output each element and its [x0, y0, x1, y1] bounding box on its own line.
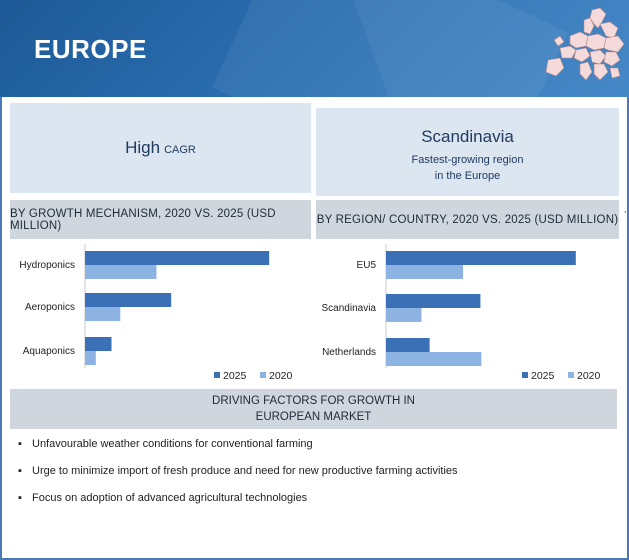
bullet-icon: ▪	[18, 492, 22, 504]
europe-map-icon	[540, 6, 626, 88]
legend-label: 2020	[577, 370, 601, 382]
bar-2025-aeroponics	[85, 293, 171, 307]
chart-title-region: BY REGION/ COUNTRY, 2020 VS. 2025 (USD MILLION)	[316, 200, 619, 239]
bar-2025-hydroponics	[85, 251, 269, 265]
kpi-cagr-label: CAGR	[164, 143, 196, 156]
driver-text: Unfavourable weather conditions for conventional farming	[32, 438, 313, 450]
kpi-region-desc-2: in the Europe	[434, 170, 501, 182]
list-item	[18, 492, 618, 519]
legend-swatch	[568, 372, 574, 378]
category-label: Scandinavia	[321, 303, 376, 314]
bar-2020-scandinavia	[386, 308, 422, 322]
driver-text: Focus on adoption of advanced agricultural technologies	[32, 492, 308, 504]
bar-2020-aeroponics	[85, 307, 120, 321]
drivers-header	[10, 389, 617, 429]
bar-2020-hydroponics	[85, 265, 157, 279]
bar-2025-scandinavia	[386, 294, 480, 308]
legend-swatch	[260, 372, 266, 378]
drivers-title-line1: DRIVING FACTORS FOR GROWTH IN	[212, 395, 415, 407]
bar-2020-netherlands	[386, 352, 481, 366]
kpi-region-panel	[316, 108, 619, 196]
category-label: Netherlands	[322, 347, 376, 358]
header-banner	[0, 0, 629, 97]
category-label: EU5	[356, 260, 376, 271]
legend-label: 2025	[223, 370, 247, 382]
bar-2020-aquaponics	[85, 351, 96, 365]
kpi-region-name: Scandinavia	[421, 127, 514, 146]
category-label: Aeroponics	[24, 302, 75, 313]
legend-label: 2025	[531, 370, 555, 382]
bar-2025-eu5	[386, 251, 576, 265]
list-item	[18, 465, 618, 492]
legend-swatch	[214, 372, 220, 378]
bar-2025-aquaponics	[85, 337, 112, 351]
kpi-region-desc-1: Fastest-growing region	[411, 154, 524, 166]
side-mark: ’	[624, 210, 627, 221]
bullet-icon: ▪	[18, 438, 22, 450]
chart-title-growth-mechanism: BY GROWTH MECHANISM, 2020 VS. 2025 (USD MILLION)	[10, 200, 311, 239]
kpi-cagr-value: High	[125, 138, 161, 157]
list-item	[18, 438, 618, 465]
bar-2020-eu5	[386, 265, 463, 279]
page-title: EUROPE	[34, 34, 147, 64]
region-bar-chart	[316, 240, 619, 385]
drivers-title-line2: EUROPEAN MARKET	[255, 411, 372, 423]
drivers-list	[18, 438, 618, 519]
bullet-icon: ▪	[18, 465, 22, 477]
driver-text: Urge to minimize import of fresh produce and need for new productive farming activities	[32, 465, 458, 477]
kpi-cagr-panel	[10, 103, 311, 193]
category-label: Hydroponics	[19, 260, 75, 271]
category-label: Aquaponics	[22, 346, 75, 357]
legend-label: 2020	[269, 370, 293, 382]
legend-swatch	[522, 372, 528, 378]
bar-2025-netherlands	[386, 338, 430, 352]
growth-mechanism-bar-chart	[10, 240, 311, 385]
